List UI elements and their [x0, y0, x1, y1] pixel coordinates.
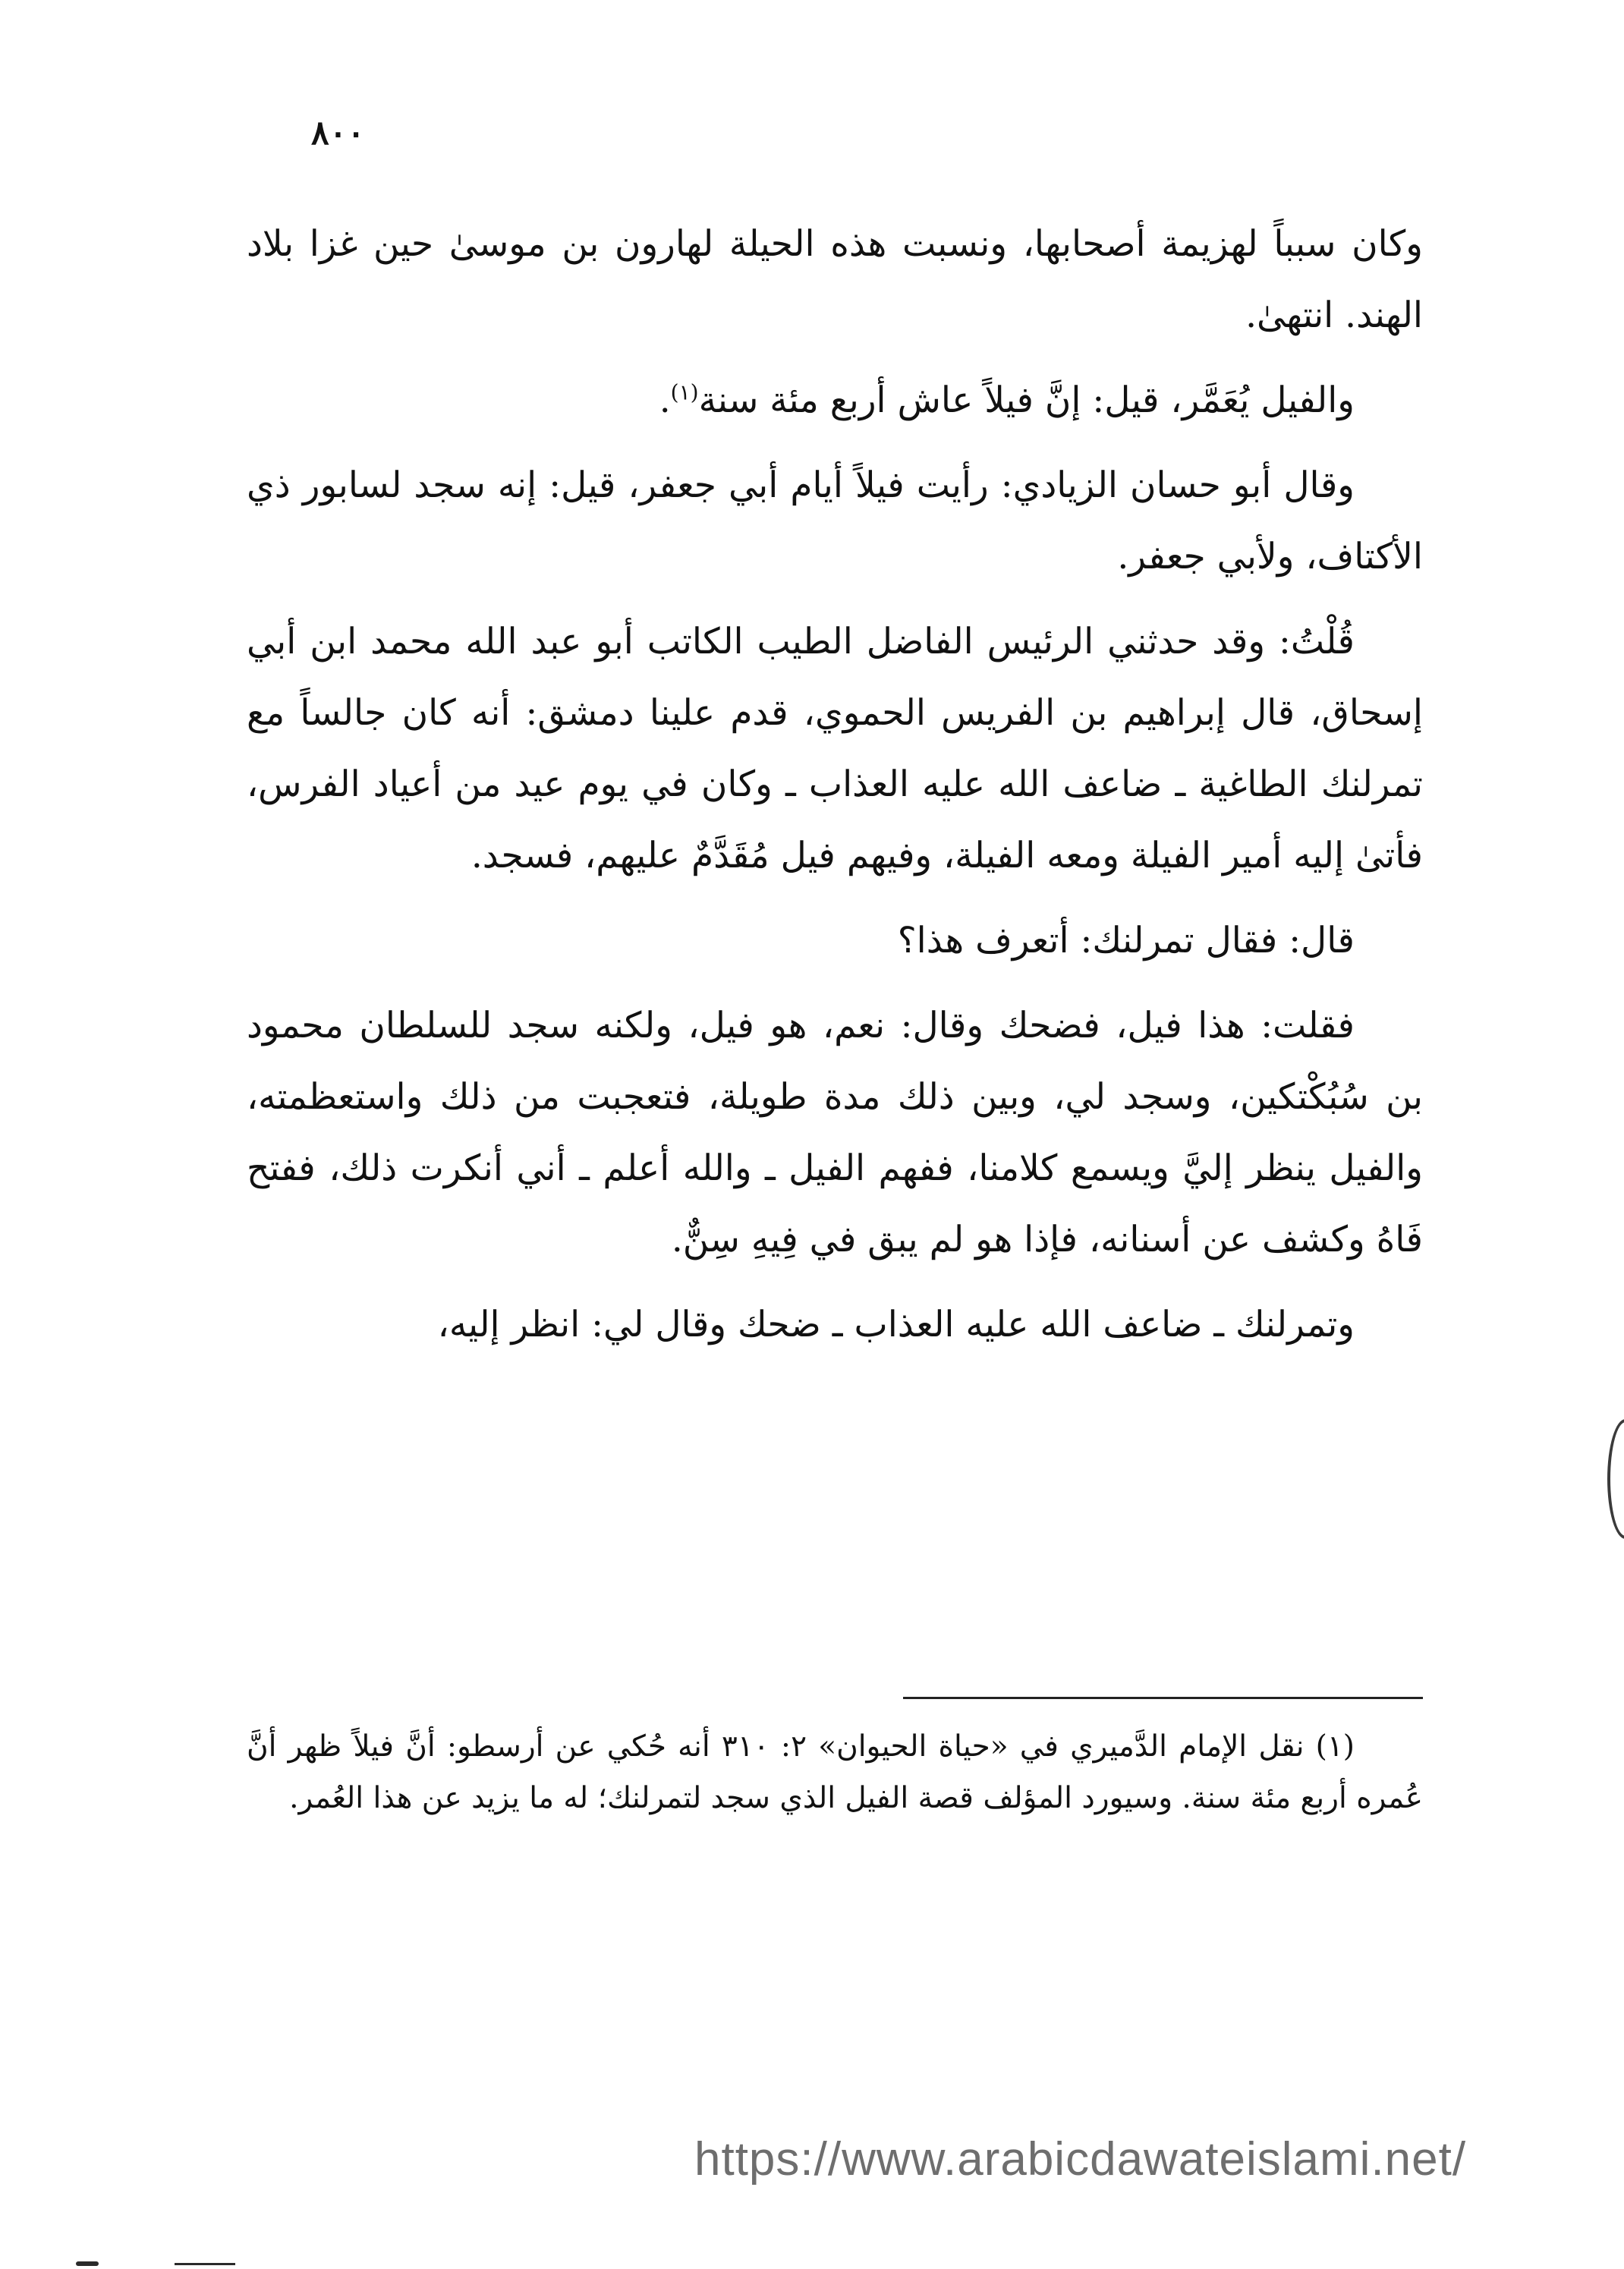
main-text	[247, 209, 1423, 1374]
paragraph-6: فقلت: هذا فيل، فضحك وقال: نعم، هو فيل، ولكنه سجد للسلطان محمود بن سُبُكْتكين، وسجد لي، وبين ذلك مدة طويلة، فتعجبت من ذلك واستعظمته، والفيل ينظر إليَّ ويسمع كلامنا، ففهم الفيل ـ والله أعلم ـ أني أنكرت ذلك، ففتح فَاهُ وكشف عن أسنانه، فإذا هو لم يبق في فِيهِ سِنٌّ.	[247, 1005, 1423, 1260]
paragraph-2-tail: .	[659, 379, 671, 421]
paragraph-2-text: والفيل يُعَمَّر، قيل: إنَّ فيلاً عاش أربع مئة سنة	[698, 379, 1355, 421]
footnote-reference[interactable]: (١)	[670, 379, 699, 405]
page-number: ٨٠٠	[311, 114, 365, 153]
paragraph-5: قال: فقال تمرلنك: أتعرف هذا؟	[897, 920, 1355, 961]
paragraph-2	[247, 365, 1423, 436]
watermark-url: https://www.arabicdawateislami.net/	[694, 2133, 1467, 2186]
footnote-1: (١) نقل الإمام الدَّميري في «حياة الحيوان» ٢: ٣١٠ أنه حُكي عن أرسطو: أنَّ فيلاً ظهر أنَّ عُمره أربع مئة سنة. وسيورد المؤلف قصة الفيل الذي سجد لتمرلنك؛ له ما يزيد عن هذا العُمر.	[247, 1729, 1423, 1815]
scan-edge-mark	[1607, 1419, 1624, 1539]
scan-artifact-mark	[76, 2261, 99, 2266]
footnotes-section	[247, 1721, 1423, 1824]
paragraph-4: قُلْتُ: وقد حدثني الرئيس الفاضل الطيب الكاتب أبو عبد الله محمد ابن أبي إسحاق، قال إبراهيم بن الفريس الحموي، قدم علينا دمشق: أنه كان جالساً مع تمرلنك الطاغية ـ ضاعف الله عليه العذاب ـ وكان في يوم عيد من أعياد الفرس، فأتىٰ إليه أمير الفيلة ومعه الفيلة، وفيهم فيل مُقَدَّمٌ عليهم، فسجد.	[247, 621, 1423, 876]
paragraph-1: وكان سبباً لهزيمة أصحابها، ونسبت هذه الحيلة لهارون بن موسىٰ حين غزا بلاد الهند. انتهىٰ.	[247, 223, 1423, 336]
scan-artifact-line	[175, 2263, 235, 2265]
paragraph-7: وتمرلنك ـ ضاعف الله عليه العذاب ـ ضحك وقال لي: انظر إليه،	[437, 1304, 1355, 1345]
paragraph-3: وقال أبو حسان الزيادي: رأيت فيلاً أيام أبي جعفر، قيل: إنه سجد لسابور ذي الأكتاف، ولأبي جعفر.	[247, 464, 1423, 577]
footnote-separator	[903, 1697, 1423, 1699]
